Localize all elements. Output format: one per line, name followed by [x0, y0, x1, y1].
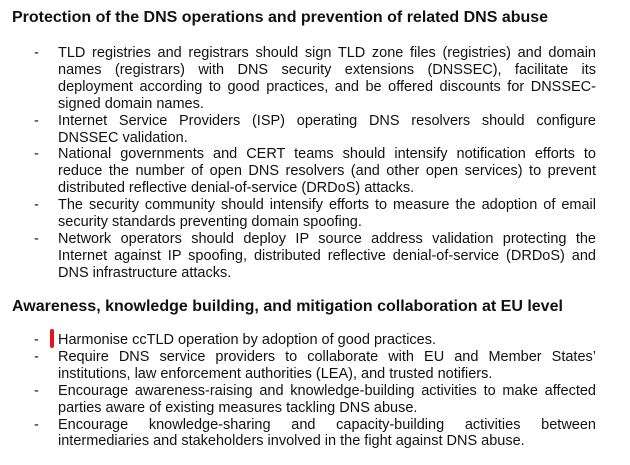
dash-marker: - — [34, 146, 39, 163]
bullet-text: Harmonise ccTLD operation by adoption of good practices. — [58, 332, 437, 348]
bullet-text: The security community should intensify efforts to measure the adoption of email security standards preventing domain spoofing. — [58, 197, 596, 231]
bullet-text: Network operators should deploy IP source address validation protecting the Internet against IP spoofing, distributed reflective denial-of-service (DRDoS) and DNS infrastructure attacks. — [58, 230, 596, 281]
bullet-text: Encourage awareness-raising and knowledge-building activities to make affected parties aware of existing measures tackling DNS abuse. — [58, 382, 596, 416]
bullet-text: National governments and CERT teams should intensify notification efforts to reduce the number of open DNS resolvers (and other open services) to prevent distributed reflective denial-of-service (DRDoS) attacks. — [58, 146, 596, 197]
dash-marker: - — [34, 332, 39, 348]
list-item — [0, 417, 630, 451]
highlight-marker — [50, 329, 54, 348]
section-dns-protection — [0, 8, 630, 282]
bullet-list — [0, 45, 630, 282]
dash-marker: - — [34, 348, 39, 365]
section-awareness-collaboration — [0, 297, 630, 450]
bullet-text: Require DNS service providers to collaborate with EU and Member States’ institutions, law enforcement authorities (LEA), and trusted notifiers. — [58, 348, 596, 382]
section-heading: Protection of the DNS operations and prevention of related DNS abuse — [12, 9, 549, 26]
list-item — [0, 332, 630, 349]
list-item — [0, 197, 630, 231]
list-item — [0, 383, 630, 417]
list-item — [0, 45, 630, 113]
dash-marker: - — [34, 416, 39, 433]
list-item — [0, 113, 630, 147]
section-heading: Awareness, knowledge building, and mitigation collaboration at EU level — [12, 298, 563, 315]
list-item — [0, 349, 630, 383]
bullet-text: Encourage knowledge-sharing and capacity-building activities between intermediaries and stakeholders involved in the fight against DNS abuse. — [58, 416, 596, 450]
dash-marker: - — [34, 112, 39, 129]
bullet-text: TLD registries and registrars should sign TLD zone files (registries) and domain names (registrars) with DNS security extensions (DNSSEC), facilitate its deployment according to good practices, and be offered discounts for DNSSEC-signed domain names. — [58, 45, 596, 112]
dash-marker: - — [34, 197, 39, 214]
dash-marker: - — [34, 230, 39, 247]
list-item — [0, 146, 630, 197]
bullet-list — [0, 332, 630, 450]
bullet-text: Internet Service Providers (ISP) operating DNS resolvers should configure DNSSEC validation. — [58, 112, 596, 146]
list-item — [0, 231, 630, 282]
dash-marker: - — [34, 382, 39, 399]
dash-marker: - — [34, 45, 39, 61]
